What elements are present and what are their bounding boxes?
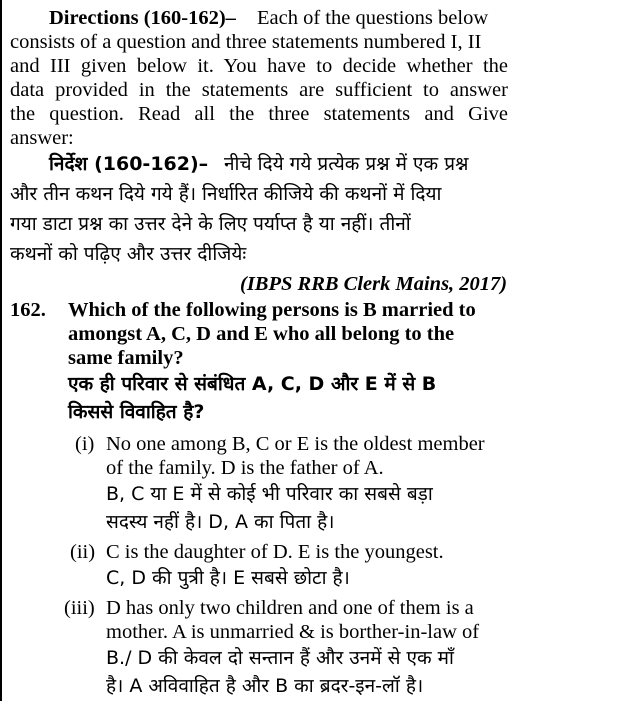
statement-line: D has only two children and one of them is a <box>106 597 474 619</box>
statement-line: of the family. D is the father of A. <box>106 457 384 479</box>
directions-hindi-line: गया डाटा प्रश्न का उत्तर देने के लिए पर्याप्त है या नहीं। तीनों <box>10 213 411 235</box>
statement-hindi-line: B, C या E में से कोई भी परिवार का सबसे बड़ा <box>106 483 433 505</box>
statement-label: (ii) <box>70 541 96 563</box>
directions-text-line: the question. Read all the three statements and Give <box>10 103 508 125</box>
question-text-line: same family? <box>68 347 184 369</box>
directions-text-line: consists of a question and three statements numbered I, II <box>10 31 482 53</box>
statement-hindi-line: है। A अविवाहित है और B का ब्रदर-इन-लॉ है। <box>106 675 424 697</box>
directions-text-line: Each of the questions below <box>257 7 489 29</box>
directions-label-hindi: निर्देश (160-162)– <box>49 153 209 175</box>
statement-label: (iii) <box>64 597 95 619</box>
directions-label: Directions (160-162)– <box>49 7 236 29</box>
question-number: 162. <box>10 299 46 321</box>
directions-text-line: and III given below it. You have to decide whether the <box>10 55 508 77</box>
exam-source: (IBPS RRB Clerk Mains, 2017) <box>240 273 508 295</box>
question-hindi-line: एक ही परिवार से संबंधित A, C, D और E में से B <box>68 373 437 395</box>
statement-label: (i) <box>75 433 95 455</box>
question-text-line: Which of the following persons is B married to <box>68 299 476 321</box>
question-hindi-line: किससे विवाहित है? <box>68 401 205 423</box>
question-text-line: amongst A, C, D and E who all belong to the <box>68 323 455 345</box>
statement-hindi-line: सदस्य नहीं है। D, A का पिता है। <box>106 511 335 533</box>
directions-hindi-line: नीचे दिये गये प्रत्येक प्रश्न में एक प्रश्न <box>224 153 469 175</box>
statement-hindi-line: C, D की पुत्री है। E सबसे छोटा है। <box>106 567 350 589</box>
directions-hindi-line: कथनों को पढ़िए और उत्तर दीजियेः <box>10 243 247 265</box>
statement-line: C is the daughter of D. E is the youngest. <box>106 541 444 563</box>
directions-text-line: data provided in the statements are sufficient to answer <box>10 79 508 101</box>
statement-line: mother. A is unmarried & is borther-in-law of <box>106 621 480 643</box>
statement-line: No one among B, C or E is the oldest member <box>106 433 485 455</box>
left-margin-rule <box>0 0 2 701</box>
directions-hindi-line: और तीन कथन दिये गये हैं। निर्धारित कीजिये की कथनों में दिया <box>10 183 442 205</box>
statement-mixed-line: B./ D की केवल दो सन्तान हैं और उनमें से एक माँ <box>106 647 454 669</box>
directions-text-line: answer: <box>10 127 74 149</box>
